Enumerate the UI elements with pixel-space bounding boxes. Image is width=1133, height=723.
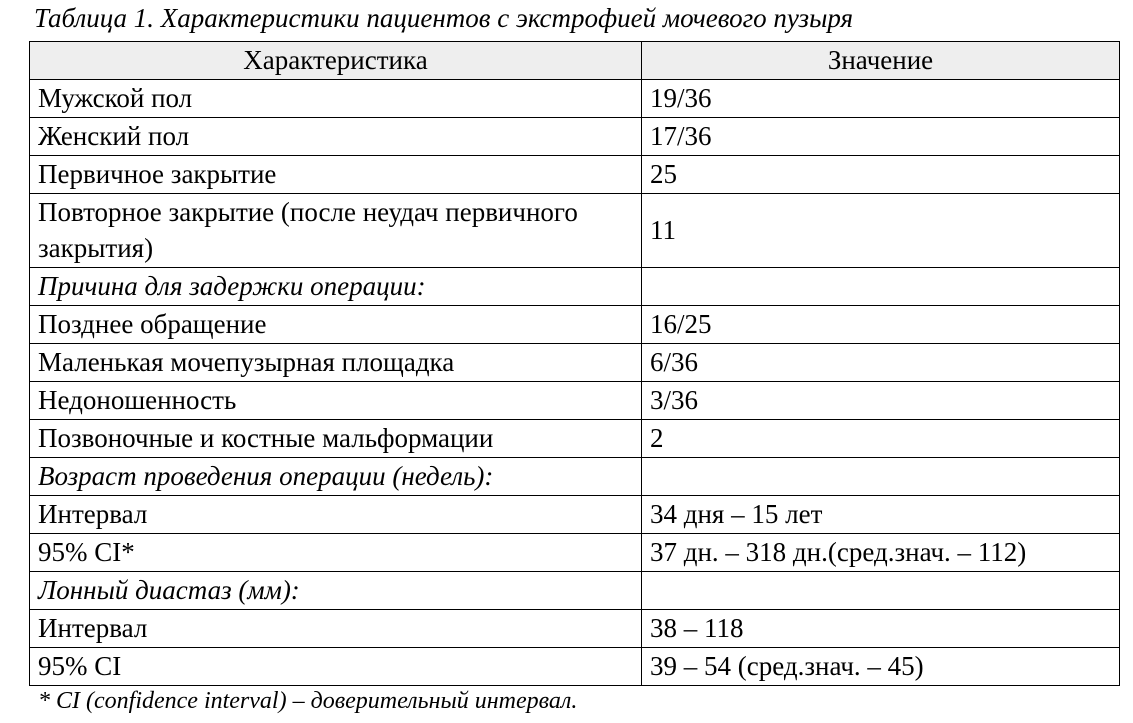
row-value: 34 дня – 15 лет [642, 495, 1120, 533]
row-value: 38 – 118 [642, 609, 1120, 647]
table-footnote: * CI (confidence interval) – доверительный интервал. [38, 688, 578, 714]
patient-characteristics-table [29, 41, 1120, 686]
column-header-value: Значение [642, 42, 1120, 80]
row-label: Недоношенность [30, 381, 642, 419]
table-row [30, 381, 1120, 419]
table-caption: Таблица 1. Характеристики пациентов с экстрофией мочевого пузыря [34, 3, 854, 33]
table-section-row [30, 457, 1120, 495]
table-row [30, 193, 1120, 267]
row-label: Позднее обращение [30, 305, 642, 343]
table-row [30, 343, 1120, 381]
table-row [30, 647, 1120, 685]
row-value: 16/25 [642, 305, 1120, 343]
row-value: 11 [642, 193, 1120, 267]
row-label: Интервал [30, 609, 642, 647]
row-label: Маленькая мочепузырная площадка [30, 343, 642, 381]
row-value: 39 – 54 (сред.знач. – 45) [642, 647, 1120, 685]
row-label: Первичное закрытие [30, 155, 642, 193]
row-value: 2 [642, 419, 1120, 457]
table-row [30, 79, 1120, 117]
row-value: 3/36 [642, 381, 1120, 419]
table-row [30, 609, 1120, 647]
row-value: 37 дн. – 318 дн.(сред.знач. – 112) [642, 533, 1120, 571]
row-label: Позвоночные и костные мальформации [30, 419, 642, 457]
row-label: Мужской пол [30, 79, 642, 117]
table-row [30, 419, 1120, 457]
section-label: Причина для задержки операции: [30, 267, 642, 305]
row-value: 6/36 [642, 343, 1120, 381]
row-label: Женский пол [30, 117, 642, 155]
row-value [642, 267, 1120, 305]
section-label: Возраст проведения операции (недель): [30, 457, 642, 495]
row-value: 19/36 [642, 79, 1120, 117]
row-label: 95% CI [30, 647, 642, 685]
row-value [642, 571, 1120, 609]
column-header-characteristic: Характеристика [30, 42, 642, 80]
table-row [30, 117, 1120, 155]
row-label: 95% CI* [30, 533, 642, 571]
row-value: 17/36 [642, 117, 1120, 155]
table-row [30, 533, 1120, 571]
row-value: 25 [642, 155, 1120, 193]
table-section-row [30, 571, 1120, 609]
row-value [642, 457, 1120, 495]
table-row [30, 305, 1120, 343]
table-row [30, 495, 1120, 533]
row-label: Интервал [30, 495, 642, 533]
table-row [30, 155, 1120, 193]
table-header-row [30, 42, 1120, 80]
section-label: Лонный диастаз (мм): [30, 571, 642, 609]
table-section-row [30, 267, 1120, 305]
row-label: Повторное закрытие (после неудач первичного закрытия) [30, 193, 642, 267]
